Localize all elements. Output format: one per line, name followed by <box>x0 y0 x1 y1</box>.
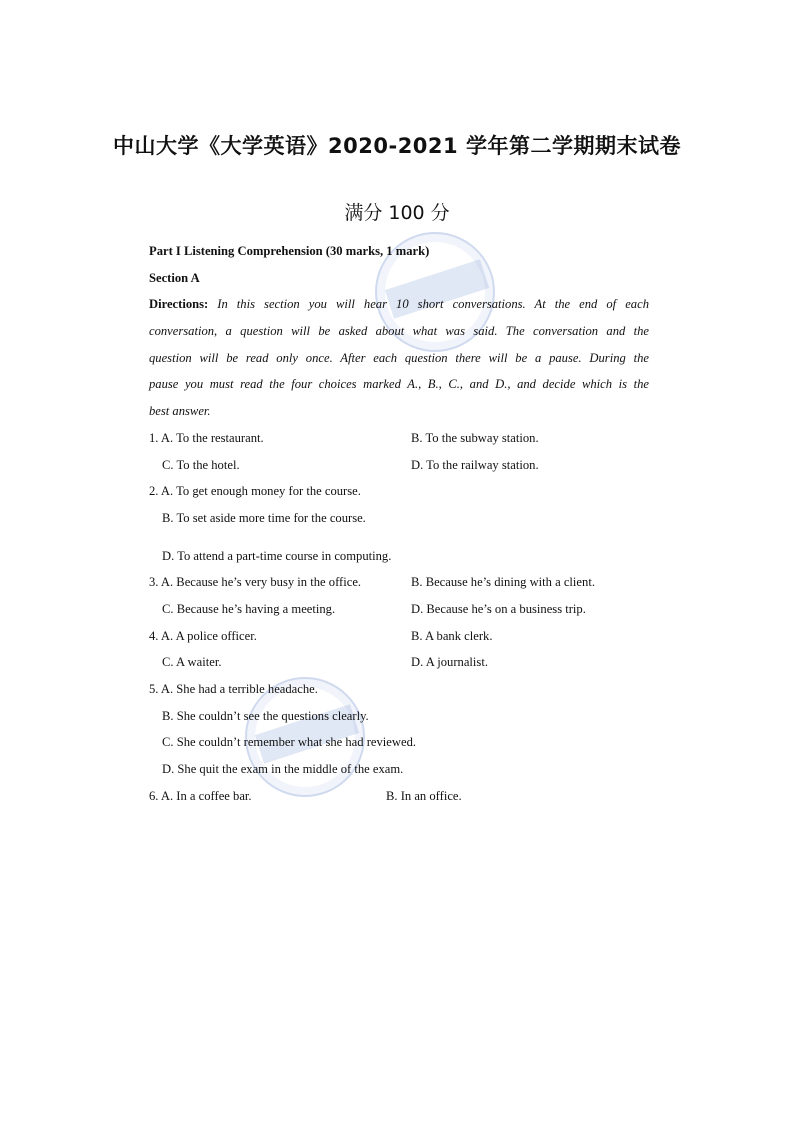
question-4-row-2 <box>149 649 649 676</box>
question-3-row-1 <box>149 569 649 596</box>
q4-option-c: C. A waiter. <box>162 655 222 670</box>
directions-label: Directions: <box>149 297 209 312</box>
question-1-row-1 <box>149 425 649 452</box>
directions-text: conversation, a question will be asked about what was said. The conversation and the <box>149 324 649 339</box>
question-3-row-2 <box>149 596 649 623</box>
q6-option-b: B. In an office. <box>386 788 462 803</box>
directions-line <box>149 291 649 318</box>
q1-option-c: C. To the hotel. <box>162 457 240 472</box>
q1-option-d: D. To the railway station. <box>411 457 539 472</box>
directions-text: question will be read only once. After each question there will be a pause. During the <box>149 350 649 365</box>
q2-option-b: B. To set aside more time for the course. <box>162 510 366 525</box>
q5-option-a: 5. A. She had a terrible headache. <box>149 682 318 696</box>
section-heading: Section A <box>149 270 200 285</box>
directions-line <box>149 318 649 345</box>
q1-option-b: B. To the subway station. <box>411 430 539 445</box>
q4-option-a: 4. A. A police officer. <box>149 628 257 643</box>
q5-option-c: C. She couldn’t remember what she had reviewed. <box>162 735 417 750</box>
q6-option-a: 6. A. In a coffee bar. <box>149 788 252 803</box>
directions-line <box>149 371 649 398</box>
question-4-row-1 <box>149 623 649 650</box>
q4-option-b: B. A bank clerk. <box>411 628 493 643</box>
directions-text: pause you must read the four choices marked A., B., C., and D., and decide which is the <box>149 377 649 392</box>
q1-option-a: 1. A. To the restaurant. <box>149 430 264 445</box>
q2-option-d: D. To attend a part-time course in computing. <box>162 548 392 563</box>
directions-text: In this section you will hear 10 short conversations. At the end of each <box>217 297 649 312</box>
q4-option-d: D. A journalist. <box>411 655 488 670</box>
part-heading: Part I Listening Comprehension (30 marks, 1 mark) <box>149 244 430 258</box>
exam-content <box>149 238 649 809</box>
q3-option-c: C. Because he’s having a meeting. <box>162 601 336 616</box>
question-1-row-2 <box>149 452 649 479</box>
page-subtitle: 满分 100 分 <box>344 202 450 224</box>
spacer <box>149 532 649 543</box>
q3-option-b: B. Because he’s dining with a client. <box>411 575 595 590</box>
q5-option-d: D. She quit the exam in the middle of the exam. <box>162 762 404 777</box>
directions-text: best answer. <box>149 404 211 419</box>
q3-option-a: 3. A. Because he’s very busy in the office. <box>149 575 362 590</box>
directions-line <box>149 345 649 372</box>
q2-option-a: 2. A. To get enough money for the course. <box>149 484 361 499</box>
page-title: 中山大学《大学英语》2020-2021 学年第二学期期末试卷 <box>113 134 681 158</box>
question-6-row-1 <box>149 783 649 810</box>
q5-option-b: B. She couldn’t see the questions clearly. <box>162 708 369 723</box>
q3-option-d: D. Because he’s on a business trip. <box>411 601 586 616</box>
directions-line <box>149 398 649 425</box>
